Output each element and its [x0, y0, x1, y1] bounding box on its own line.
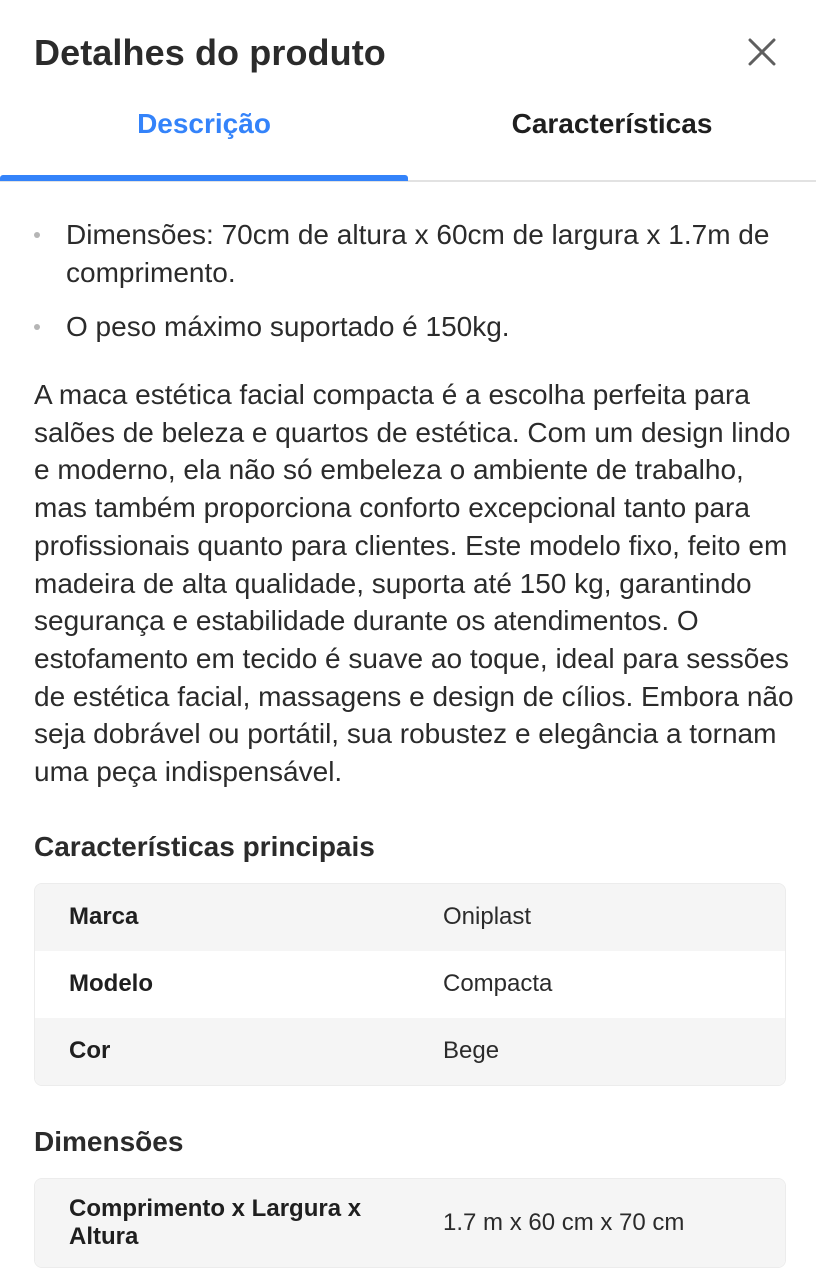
close-icon[interactable]	[742, 32, 782, 72]
description-content	[0, 182, 816, 1268]
spec-key: Marca	[69, 903, 139, 931]
product-description: A maca estética facial compacta é a escolha perfeita para salões de beleza e quartos de estética. Com um design lindo e moderno, ela não só embeleza o ambiente de trabalho, mas também proporciona conforto excepcional tanto para profissionais quanto para clientes. Este modelo fixo, feito em madeira de alta qualidade, suporta até 150 kg, garantindo segurança e estabilidade durante os atendimentos. O estofamento em tecido é suave ao toque, ideal para sessões de estética facial, massagens e design de cílios. Embora não seja dobrável ou portátil, sua robustez e elegância a tornam uma peça indispensável.	[34, 379, 794, 788]
bullet-text: Dimensões: 70cm de altura x 60cm de largura x 1.7m de comprimento.	[66, 219, 770, 288]
dimensions-table	[34, 1178, 786, 1268]
spec-value: Compacta	[443, 970, 553, 998]
page-title: Detalhes do produto	[34, 32, 386, 73]
tab-bar	[0, 104, 816, 182]
spec-value: 1.7 m x 60 cm x 70 cm	[443, 1208, 685, 1236]
bullet-text: O peso máximo suportado é 150kg.	[66, 311, 510, 342]
spec-value: Bege	[443, 1037, 500, 1065]
active-tab-indicator	[0, 175, 408, 181]
spec-value: Oniplast	[443, 903, 532, 931]
spec-key: Comprimento x Largura x Altura	[69, 1194, 362, 1250]
main-features-table	[34, 883, 786, 1086]
table-row	[35, 1179, 785, 1267]
table-row	[35, 884, 785, 951]
highlight-list	[34, 216, 782, 346]
tab-caracteristicas[interactable]: Características	[511, 108, 713, 139]
table-row	[35, 1018, 785, 1085]
table-row	[35, 951, 785, 1018]
sheet-header	[0, 0, 816, 104]
bullet-dot-icon	[34, 324, 40, 330]
tab-descricao[interactable]: Descrição	[137, 108, 271, 139]
spec-key: Cor	[69, 1037, 111, 1065]
main-features-title: Características principais	[34, 830, 375, 862]
list-item	[34, 216, 782, 292]
spec-key: Modelo	[69, 970, 153, 998]
list-item	[34, 308, 782, 346]
bullet-dot-icon	[34, 232, 40, 238]
dimensions-title: Dimensões	[34, 1125, 184, 1157]
